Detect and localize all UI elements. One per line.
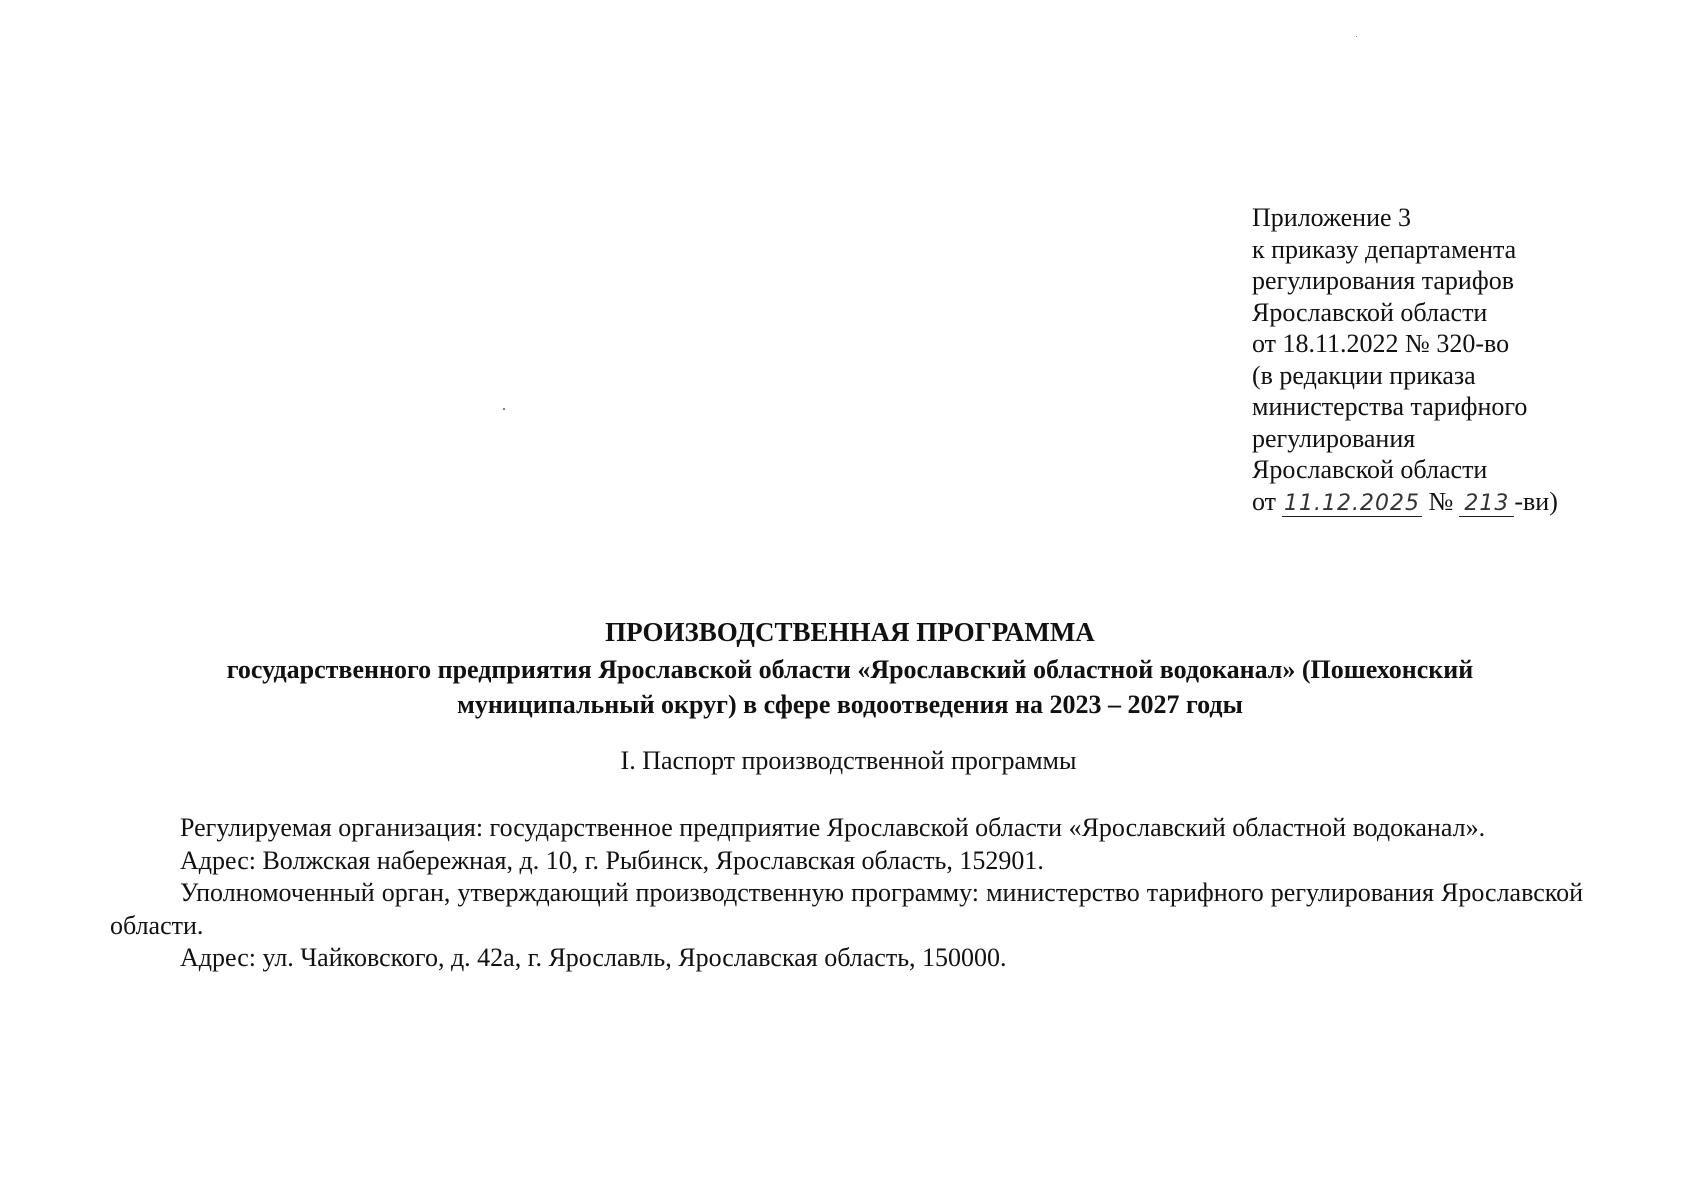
number-sign: № <box>1428 486 1454 516</box>
appendix-line: к приказу департамента <box>1252 234 1517 264</box>
scan-speck <box>1356 36 1357 37</box>
title-line: государственного предприятия Ярославской области «Ярославский областной водоканал» (Пошехонский <box>226 655 1474 684</box>
appendix-suffix: -ви) <box>1514 486 1558 516</box>
appendix-line: Ярославской области <box>1252 297 1488 327</box>
handwritten-date: 11.12.2025 <box>1282 492 1422 517</box>
section-heading: I. Паспорт производственной программы <box>620 746 1077 775</box>
appendix-line: Ярославской области <box>1252 455 1488 484</box>
scan-speck <box>503 408 505 410</box>
appendix-last-line <box>1252 486 1652 518</box>
program-title <box>110 615 1590 722</box>
appendix-prefix: от <box>1252 486 1277 516</box>
title-line: муниципальный округ) в сфере водоотведения на 2023 – 2027 годы <box>457 690 1243 719</box>
appendix-line: от 18.11.2022 № 320-во <box>1252 329 1510 358</box>
paragraph: Уполномоченный орган, утверждающий производственную программу: министерство тарифного регулирования Ярославской области. <box>110 878 1583 940</box>
appendix-line: (в редакции приказа <box>1252 360 1476 390</box>
appendix-line: Приложение 3 <box>1252 203 1412 232</box>
appendix-line: регулирования тарифов <box>1252 266 1514 295</box>
paragraph: Адрес: ул. Чайковского, д. 42а, г. Ярославль, Ярославская область, 150000. <box>180 943 1007 972</box>
paragraph: Адрес: Волжская набережная, д. 10, г. Рыбинск, Ярославская область, 152901. <box>180 845 1044 875</box>
paragraph: Регулируемая организация: государственное предприятие Ярославской области «Ярославский областной водоканал». <box>180 813 1486 842</box>
appendix-line: министерства тарифного <box>1252 392 1528 421</box>
passport-body <box>110 812 1583 975</box>
appendix-line: регулирования <box>1252 423 1416 453</box>
appendix-header <box>1252 202 1652 517</box>
handwritten-number: 213 <box>1459 492 1514 517</box>
title-main: ПРОИЗВОДСТВЕННАЯ ПРОГРАММА <box>605 617 1095 647</box>
